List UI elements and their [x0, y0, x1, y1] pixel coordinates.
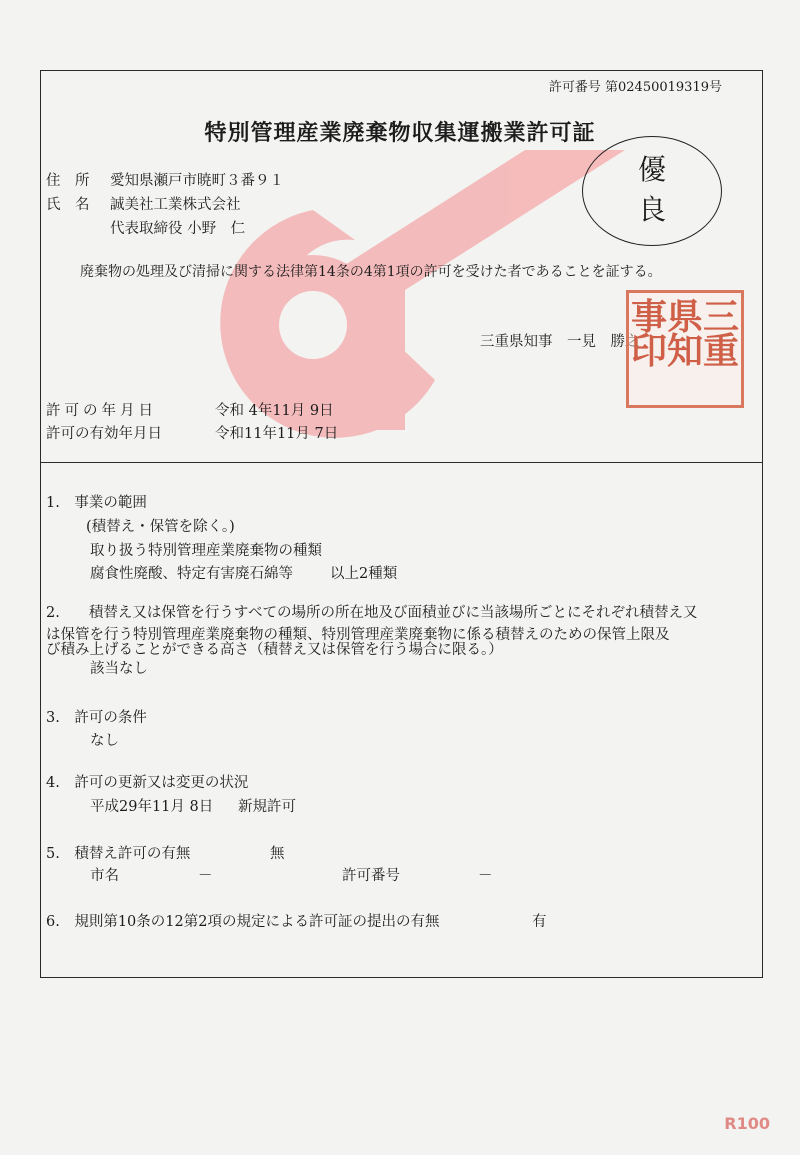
- seal-char-5: 事: [631, 296, 668, 338]
- permit-number: 許可番号 第02450019319号: [548, 80, 722, 95]
- section-3-value: なし: [90, 733, 119, 749]
- section-4-status: 新規許可: [238, 799, 296, 815]
- section-2-line-2: は保管を行う特別管理産業廃棄物の種類、特別管理産業廃棄物に係る積替えのための保管上限及: [46, 627, 670, 643]
- section-2-value: 該当なし: [90, 661, 148, 677]
- seal-char-4: 知: [667, 330, 704, 372]
- seal-char-1: 三: [703, 296, 740, 338]
- section-2-line-1: 2. 積替え又は保管を行うすべての場所の所在地及び面積並びに当該場所ごとにそれぞれ積替え又: [46, 605, 698, 621]
- section-5-city-value: －: [198, 868, 213, 884]
- certification-statement: 廃棄物の処理及び清掃に関する法律第14条の4第1項の許可を受けた者であることを証する。: [80, 264, 662, 280]
- rank-circle: [582, 136, 722, 246]
- section-6-heading: 6. 規則第10条の12第2項の規定による許可証の提出の有無: [46, 914, 440, 930]
- rank-char-1: 優: [638, 153, 667, 186]
- section-6-value: 有: [532, 914, 547, 930]
- seal-char-3: 県: [667, 296, 704, 338]
- section-1-count: 以上2種類: [330, 566, 398, 582]
- section-1-heading: 1. 事業の範囲: [46, 495, 147, 511]
- governor-name: 三重県知事 一見 勝之: [480, 334, 640, 350]
- permit-date-label: 許可の年月日: [46, 403, 157, 419]
- representative: 代表取締役 小野 仁: [110, 221, 246, 237]
- seal-char-2: 重: [703, 330, 740, 372]
- section-divider: [40, 462, 763, 463]
- section-1-sub: 取り扱う特別管理産業廃棄物の種類: [90, 543, 322, 559]
- section-5-value: 無: [270, 846, 285, 862]
- section-4-date: 平成29年11月 8日: [90, 799, 214, 815]
- expiry-date-value: 令和11年11月 7日: [215, 426, 339, 442]
- section-4-heading: 4. 許可の更新又は変更の状況: [46, 775, 249, 791]
- section-1-note: (積替え・保管を除く。): [86, 519, 235, 535]
- permit-date-value: 令和 4年11月 9日: [215, 403, 334, 419]
- rank-char-2: 良: [638, 193, 667, 226]
- section-5-permit-label: 許可番号: [342, 868, 400, 884]
- official-seal: [626, 290, 744, 408]
- expiry-date-label: 許可の有効年月日: [46, 426, 162, 442]
- corner-mark: R100: [724, 1114, 770, 1133]
- name-label: 氏 名: [46, 197, 90, 213]
- address-label: 住 所: [46, 173, 90, 189]
- section-3-heading: 3. 許可の条件: [46, 710, 147, 726]
- address-value: 愛知県瀬戸市暁町３番９１: [110, 173, 284, 189]
- company-name: 誠美社工業株式会社: [110, 197, 241, 213]
- section-5-permit-value: －: [478, 868, 493, 884]
- section-1-types: 腐食性廃酸、特定有害廃石綿等: [90, 566, 293, 582]
- section-2-line-3: び積み上げることができる高さ（積替え又は保管を行う場合に限る。）: [46, 642, 503, 658]
- page-title: 特別管理産業廃棄物収集運搬業許可証: [204, 120, 596, 146]
- section-5-city-label: 市名: [90, 868, 119, 884]
- section-5-heading: 5. 積替え許可の有無: [46, 846, 191, 862]
- seal-char-6: 印: [631, 330, 668, 372]
